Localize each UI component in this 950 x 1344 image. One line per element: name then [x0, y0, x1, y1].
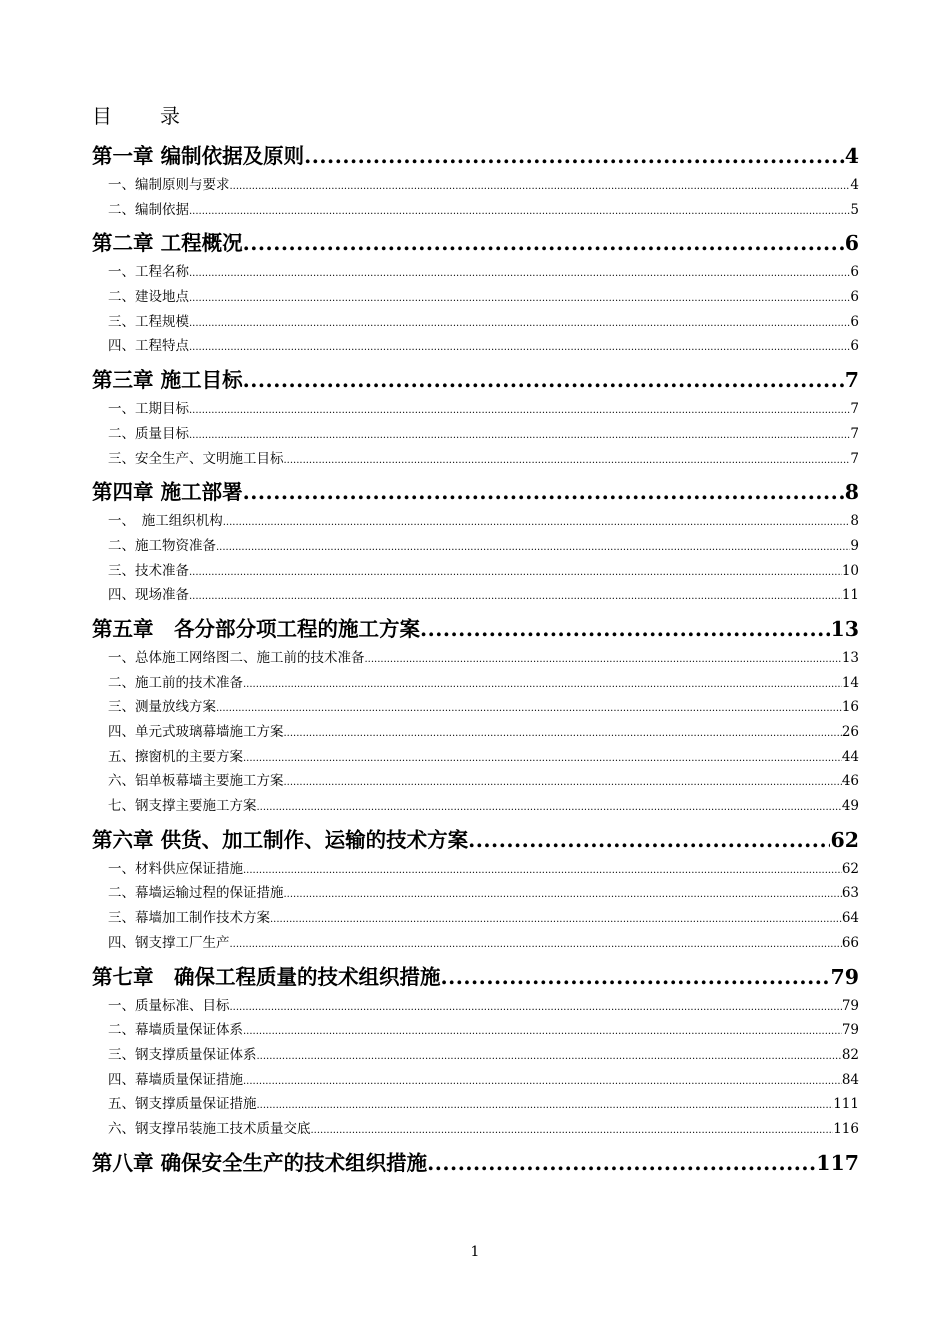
section-page-number: 8 [850, 513, 859, 530]
toc-section-entry[interactable] [92, 1117, 859, 1142]
section-title: 三、测量放线方案 [108, 699, 216, 716]
toc-section-entry[interactable] [92, 509, 859, 534]
dot-leader [284, 722, 842, 747]
section-page-number: 5 [850, 201, 859, 218]
dot-leader [270, 908, 842, 933]
section-page-number: 11 [841, 587, 859, 604]
toc-section-entry[interactable] [92, 173, 859, 198]
section-title: 五、钢支撑质量保证措施 [108, 1096, 257, 1113]
section-title: 二、幕墙质量保证体系 [108, 1022, 243, 1039]
section-title: 一、工期目标 [108, 401, 189, 418]
toc-chapter-entry[interactable] [92, 139, 859, 173]
dot-leader [189, 200, 850, 225]
section-title: 七、钢支撑主要施工方案 [108, 798, 257, 815]
page-number: 1 [470, 1244, 480, 1260]
dot-leader [243, 673, 842, 698]
chapter-title: 第二章 工程概况 [92, 231, 243, 256]
chapter-page-number: 6 [844, 231, 859, 256]
toc-section-entry[interactable] [92, 334, 859, 359]
toc-section-entry[interactable] [92, 720, 859, 745]
toc-chapter-entry[interactable] [92, 612, 859, 646]
toc-section-entry[interactable] [92, 260, 859, 285]
dot-leader [243, 1070, 842, 1095]
chapter-title: 第七章 确保工程质量的技术组织措施 [92, 964, 441, 989]
chapter-page-number: 8 [844, 480, 859, 505]
dot-leader [243, 226, 845, 260]
toc-section-entry[interactable] [92, 1092, 859, 1117]
section-title: 二、施工前的技术准备 [108, 674, 243, 691]
toc-section-entry[interactable] [92, 447, 859, 472]
toc-section-entry[interactable] [92, 559, 859, 584]
dot-leader [365, 648, 842, 673]
section-title: 一、 施工组织机构 [108, 513, 223, 530]
dot-leader [243, 1020, 842, 1045]
section-title: 四、钢支撑工厂生产 [108, 934, 230, 951]
dot-leader [189, 262, 850, 287]
chapter-title: 第四章 施工部署 [92, 480, 243, 505]
section-page-number: 26 [841, 724, 859, 740]
section-title: 六、钢支撑吊装施工技术质量交底 [108, 1120, 311, 1137]
section-title: 四、工程特点 [108, 338, 189, 355]
toc-chapter-entry[interactable] [92, 823, 859, 857]
section-page-number: 82 [841, 1046, 859, 1063]
dot-leader [304, 139, 845, 173]
toc-chapter-entry[interactable] [92, 226, 859, 260]
dot-leader [311, 1119, 834, 1144]
chapter-page-number: 4 [844, 144, 859, 168]
section-page-number: 116 [833, 1120, 859, 1137]
toc-chapter-entry[interactable] [92, 363, 859, 397]
chapter-page-number: 79 [830, 964, 859, 989]
dot-leader [441, 960, 831, 994]
chapter-title: 第六章 供货、加工制作、运输的技术方案 [92, 827, 469, 852]
section-title: 四、单元式玻璃幕墙施工方案 [108, 724, 284, 740]
toc-section-entry[interactable] [92, 1068, 859, 1093]
section-title: 三、工程规模 [108, 313, 189, 330]
chapter-title: 第五章 各分部分项工程的施工方案 [92, 616, 420, 641]
dot-leader [216, 536, 850, 561]
section-page-number: 6 [850, 289, 859, 306]
toc-section-entry[interactable] [92, 769, 859, 794]
section-page-number: 46 [841, 773, 859, 790]
section-title: 二、幕墙运输过程的保证措施 [108, 885, 284, 902]
dot-leader [468, 823, 830, 857]
section-title: 五、擦窗机的主要方案 [108, 748, 243, 765]
section-title: 一、工程名称 [108, 264, 189, 281]
dot-leader [189, 561, 842, 586]
section-title: 一、总体施工网络图二、施工前的技术准备 [108, 649, 365, 666]
toc-section-entry[interactable] [92, 397, 859, 422]
dot-leader [189, 336, 850, 361]
chapter-title: 第三章 施工目标 [92, 368, 243, 393]
dot-leader [284, 883, 842, 908]
dot-leader [420, 612, 830, 646]
chapter-page-number: 62 [830, 827, 859, 852]
toc-section-entry[interactable] [92, 422, 859, 447]
dot-leader [189, 424, 850, 449]
toc-title: 目 录 [92, 104, 194, 128]
section-title: 一、质量标准、目标 [108, 997, 230, 1014]
dot-leader [284, 771, 842, 796]
section-page-number: 6 [850, 264, 859, 281]
section-title: 四、现场准备 [108, 587, 189, 604]
toc-section-entry[interactable] [92, 931, 859, 956]
section-page-number: 6 [850, 313, 859, 330]
dot-leader [257, 1045, 842, 1070]
dot-leader [243, 747, 842, 772]
section-page-number: 79 [841, 1022, 859, 1039]
section-page-number: 79 [841, 997, 859, 1014]
dot-leader [216, 697, 842, 722]
section-page-number: 9 [850, 537, 859, 554]
section-page-number: 63 [841, 885, 859, 902]
toc-section-entry[interactable] [92, 994, 859, 1019]
section-page-number: 4 [850, 177, 859, 193]
toc-section-entry[interactable] [92, 198, 859, 223]
dot-leader [189, 399, 850, 424]
section-page-number: 7 [850, 401, 859, 418]
chapter-page-number: 7 [844, 368, 859, 393]
chapter-page-number: 13 [830, 616, 859, 641]
toc-section-entry[interactable] [92, 906, 859, 931]
toc-section-entry[interactable] [92, 794, 859, 819]
section-page-number: 7 [850, 425, 859, 442]
section-title: 二、建设地点 [108, 289, 189, 306]
section-title: 六、铝单板幕墙主要施工方案 [108, 773, 284, 790]
dot-leader [230, 996, 842, 1021]
toc-section-entry[interactable] [92, 745, 859, 770]
toc-chapter-entry[interactable] [92, 960, 859, 994]
section-page-number: 6 [850, 338, 859, 355]
section-page-number: 62 [841, 860, 859, 877]
dot-leader [230, 175, 851, 200]
toc-section-entry[interactable] [92, 583, 859, 608]
dot-leader [189, 585, 842, 610]
section-page-number: 7 [850, 450, 859, 467]
section-title: 三、安全生产、文明施工目标 [108, 450, 284, 467]
section-page-number: 14 [841, 674, 859, 691]
toc-section-entry[interactable] [92, 285, 859, 310]
toc-section-entry[interactable] [92, 1043, 859, 1068]
section-title: 一、材料供应保证措施 [108, 860, 243, 877]
dot-leader [284, 449, 851, 474]
dot-leader [223, 511, 851, 536]
section-title: 一、编制原则与要求 [108, 177, 230, 193]
chapter-page-number: 117 [816, 1150, 859, 1175]
dot-leader [257, 796, 842, 821]
toc-section-entry[interactable] [92, 671, 859, 696]
toc-chapter-entry[interactable] [92, 475, 859, 509]
section-title: 二、编制依据 [108, 201, 189, 218]
section-title: 三、技术准备 [108, 562, 189, 579]
section-page-number: 66 [841, 934, 859, 951]
dot-leader [189, 312, 850, 337]
section-page-number: 13 [841, 649, 859, 666]
section-title: 三、钢支撑质量保证体系 [108, 1046, 257, 1063]
toc-chapter-entry[interactable] [92, 1146, 859, 1180]
toc-section-entry[interactable] [92, 857, 859, 882]
section-title: 二、施工物资准备 [108, 537, 216, 554]
section-page-number: 111 [833, 1096, 859, 1113]
section-title: 四、幕墙质量保证措施 [108, 1071, 243, 1088]
section-page-number: 49 [841, 798, 859, 815]
toc-section-entry[interactable] [92, 310, 859, 335]
chapter-title: 第一章 编制依据及原则 [92, 144, 305, 168]
section-page-number: 10 [841, 562, 859, 579]
dot-leader [243, 859, 842, 884]
dot-leader [257, 1094, 834, 1119]
dot-leader [243, 475, 845, 509]
dot-leader [189, 287, 850, 312]
section-page-number: 84 [841, 1071, 859, 1088]
section-page-number: 16 [841, 699, 859, 716]
dot-leader [427, 1146, 816, 1180]
section-page-number: 44 [841, 748, 859, 765]
section-title: 二、质量目标 [108, 425, 189, 442]
toc-section-entry[interactable] [92, 881, 859, 906]
toc-section-entry[interactable] [92, 1018, 859, 1043]
toc-section-entry[interactable] [92, 646, 859, 671]
dot-leader [230, 933, 842, 958]
table-of-contents [92, 135, 859, 1180]
toc-section-entry[interactable] [92, 695, 859, 720]
dot-leader [243, 363, 845, 397]
section-title: 三、幕墙加工制作技术方案 [108, 910, 270, 927]
section-page-number: 64 [841, 910, 859, 927]
toc-section-entry[interactable] [92, 534, 859, 559]
chapter-title: 第八章 确保安全生产的技术组织措施 [92, 1150, 428, 1175]
